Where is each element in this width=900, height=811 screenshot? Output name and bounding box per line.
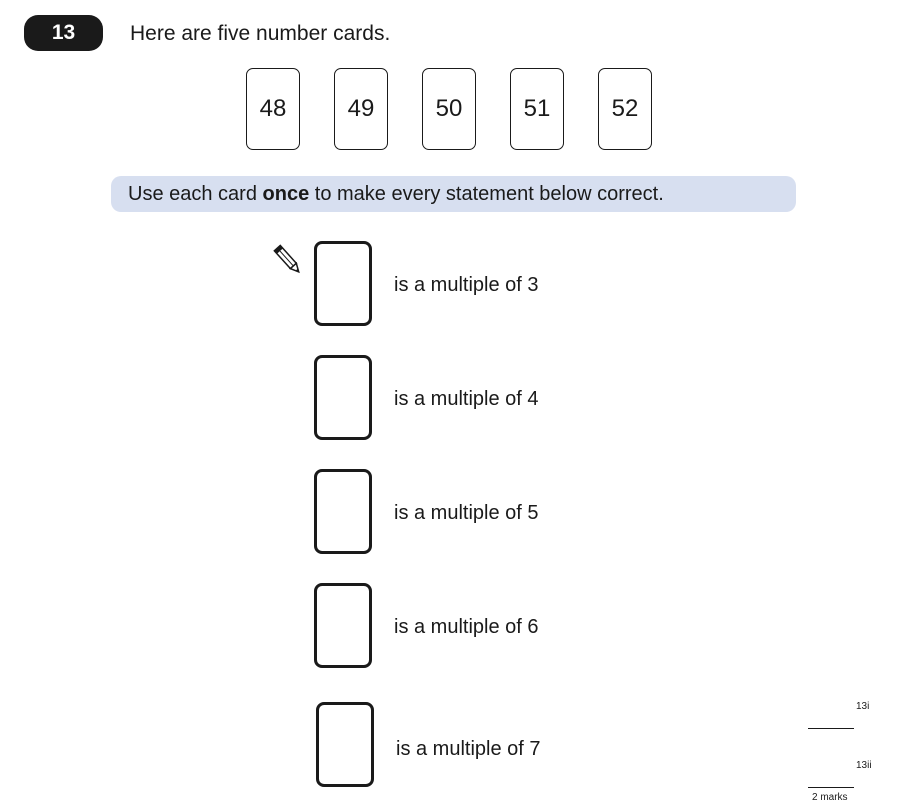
mark-label-13ii: 13ii — [856, 760, 872, 771]
statement-text: is a multiple of 4 — [394, 388, 539, 410]
mark-label-13i: 13i — [856, 701, 870, 712]
statement-text: is a multiple of 3 — [394, 274, 539, 296]
answer-box[interactable] — [316, 702, 374, 787]
statement-row — [314, 241, 634, 327]
number-card: 52 — [598, 68, 652, 150]
answer-box[interactable] — [314, 355, 372, 440]
statement-text: is a multiple of 5 — [394, 502, 539, 524]
answer-box[interactable] — [314, 241, 372, 326]
number-card: 48 — [246, 68, 300, 150]
question-number: 13 — [24, 15, 103, 51]
mark-line — [808, 728, 854, 729]
mark-line — [808, 787, 854, 788]
marks-total: 2 marks — [812, 792, 848, 803]
number-card: 50 — [422, 68, 476, 150]
number-card: 49 — [334, 68, 388, 150]
question-intro: Here are five number cards. — [130, 22, 391, 45]
statement-row — [314, 469, 634, 555]
instruction-text-end: to make every statement below correct. — [309, 183, 664, 205]
statement-row — [316, 702, 636, 788]
pencil-icon — [272, 242, 304, 278]
number-cards — [246, 68, 666, 152]
statement-text: is a multiple of 7 — [396, 738, 541, 760]
instruction-banner — [111, 176, 796, 212]
statement-row — [314, 355, 634, 441]
statement-row — [314, 583, 634, 669]
answer-box[interactable] — [314, 583, 372, 668]
statement-text: is a multiple of 6 — [394, 616, 539, 638]
instruction-text: Use each card — [128, 183, 263, 205]
number-card: 51 — [510, 68, 564, 150]
answer-box[interactable] — [314, 469, 372, 554]
instruction-emphasis: once — [262, 183, 310, 205]
